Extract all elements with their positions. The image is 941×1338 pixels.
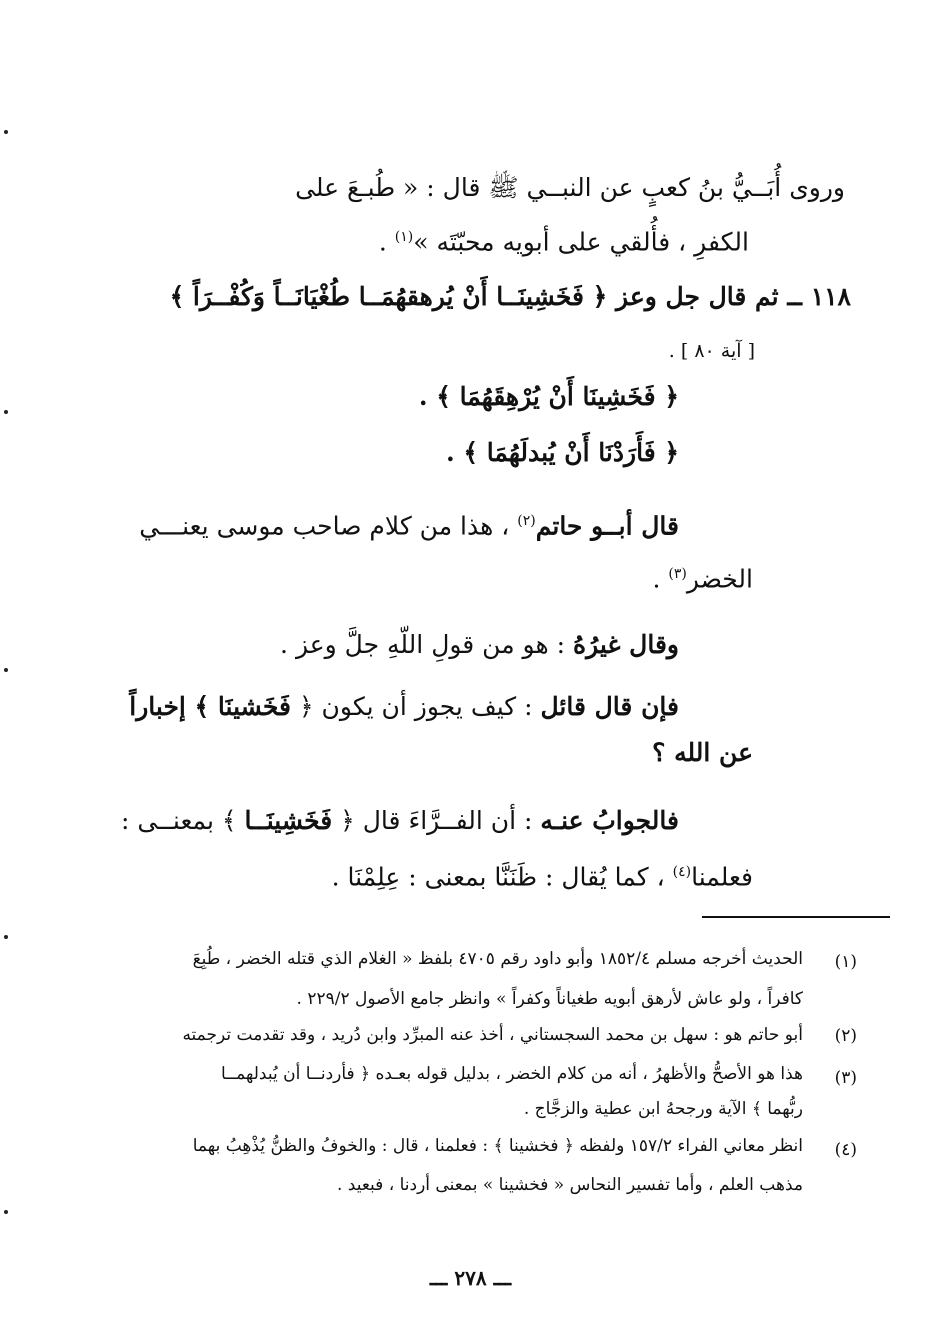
text: : كيف يجوز أن يكون ﴿ <box>291 692 541 721</box>
text: (٣) <box>834 1068 857 1088</box>
quote-line <box>419 380 679 414</box>
footnote-number <box>835 1024 857 1048</box>
footnote-line <box>524 1097 803 1121</box>
text: ﴿ فَخَشِينَا أَنْ يُرْهِقَهُمَا ﴾ . <box>418 382 679 411</box>
footnote-line <box>337 1173 803 1197</box>
body-line <box>295 171 845 205</box>
text: الكفرِ ، فأُلقي على أبويه محبّتَه » <box>413 227 749 257</box>
speaker-label: قال أبــو حاتم <box>535 511 679 541</box>
text: عن الله ؟ <box>652 738 753 767</box>
text: فعلمنا <box>691 862 753 892</box>
text: (٢) <box>834 1026 857 1046</box>
body-line <box>129 690 679 724</box>
footnote-line <box>182 1023 803 1047</box>
text: ﴿ فَأَرَدْنَا أَنْ يُبدلَهُمَا ﴾ . <box>445 438 679 467</box>
footnote-ref: (٤) <box>672 864 692 880</box>
text: ، كما يُقال : ظَنَنَّا بمعنى : عِلِمْنَا . <box>331 862 673 892</box>
text: أبو حاتم هو : سهل بن محمد السجستاني ، أخذ عنه المبرِّد وابن دُريد ، وقد تقدمت ترجمته <box>182 1025 803 1045</box>
text: [ آية ٨٠ ] . <box>668 340 755 362</box>
footnote-line <box>221 1062 803 1086</box>
text: ربُّهما ﴾ الآية ورجحهُ ابن عطية والزجَّاج . <box>523 1099 803 1119</box>
body-line <box>332 855 753 894</box>
verse-ref <box>669 338 755 364</box>
text: هذا هو الأصحُّ والأظهرُ ، أنه من كلام الخضر ، بدليل قوله بعـده ﴿ فأردنــا أن يُبدلهمــا <box>220 1064 803 1084</box>
body-line <box>652 736 753 770</box>
footnote-ref: (٣) <box>668 566 687 582</box>
body-line <box>280 628 679 662</box>
footnote-number <box>835 950 857 974</box>
footnote-number <box>835 1066 857 1090</box>
text: : أن الفــرَّاءَ قال ﴿ <box>332 806 541 835</box>
footnote-separator <box>702 916 890 918</box>
footnote-line <box>193 947 803 971</box>
edge-mark <box>4 668 8 672</box>
text: (١) <box>834 952 857 972</box>
edge-mark <box>4 1210 8 1214</box>
footnote-line <box>193 1134 803 1158</box>
quoted-word: فَخَشِينَــا <box>244 806 333 835</box>
text: ﴾ بمعنــى : <box>121 806 245 835</box>
text: وروى أُبَــيُّ بنُ كعبٍ عن النبــي ﷺ قال : « طُبـعَ على <box>295 173 845 202</box>
body-line <box>379 220 749 259</box>
text: : هو من قولِ اللّهِ جلَّ وعز . <box>280 630 573 659</box>
text: انظر معاني الفراء ١٥٧/٢ ولفظه ﴿ فخشينا ﴾ : فعلمنا ، قال : والخوفُ والظنُّ يُذْهِبُ بهما <box>192 1136 803 1156</box>
body-line <box>139 504 679 543</box>
quoted-word: فَخَشينَا <box>217 692 292 721</box>
item-heading <box>170 280 851 314</box>
speaker-label: وقال غيرُهُ <box>572 630 679 659</box>
body-line <box>652 557 753 596</box>
quote-line <box>446 436 679 470</box>
text: مذهب العلم ، وأما تفسير النحاس « فخشينا » بمعنى أردنا ، فبعيد . <box>336 1175 803 1195</box>
text: ﴾ إخباراً <box>129 692 218 721</box>
text: ، هذا من كلام صاحب موسى يعنـــي <box>139 511 518 541</box>
edge-mark <box>4 410 8 414</box>
text: الحديث أخرجه مسلم ١٨٥٢/٤ وأبو داود رقم ٤٧٠٥ بلفظ « الغلام الذي قتله الخضر ، طُبِعَ <box>192 949 803 969</box>
text: . <box>378 227 395 257</box>
edge-mark <box>4 130 8 134</box>
footnote-ref: (٢) <box>517 513 536 529</box>
text: ١١٨ ــ ثم قال جل وعز ﴿ فَخَشِينَــا أَنْ يُرهقهُمَــا طُغْيَانَــاً وَكُفْــرَاً ﴾ <box>169 282 851 311</box>
footnote-ref: (١) <box>394 229 414 245</box>
footnote-number <box>835 1138 857 1162</box>
speaker-label: فالجوابُ عنـه <box>540 806 679 835</box>
page-number: ـــ ٢٧٨ ـــ <box>429 1266 512 1290</box>
body-line <box>121 804 679 838</box>
text: (٤) <box>834 1140 857 1160</box>
edge-mark <box>4 935 8 939</box>
footnote-line <box>297 987 803 1011</box>
text: كافراً ، ولو عاش لأرهق أبويه طغياناً وكفراً » وانظر جامع الأصول ٢٢٩/٢ . <box>296 989 803 1009</box>
speaker-label: فإن قال قائل <box>540 692 679 721</box>
text: الخضر <box>686 564 753 594</box>
text: . <box>652 564 669 594</box>
